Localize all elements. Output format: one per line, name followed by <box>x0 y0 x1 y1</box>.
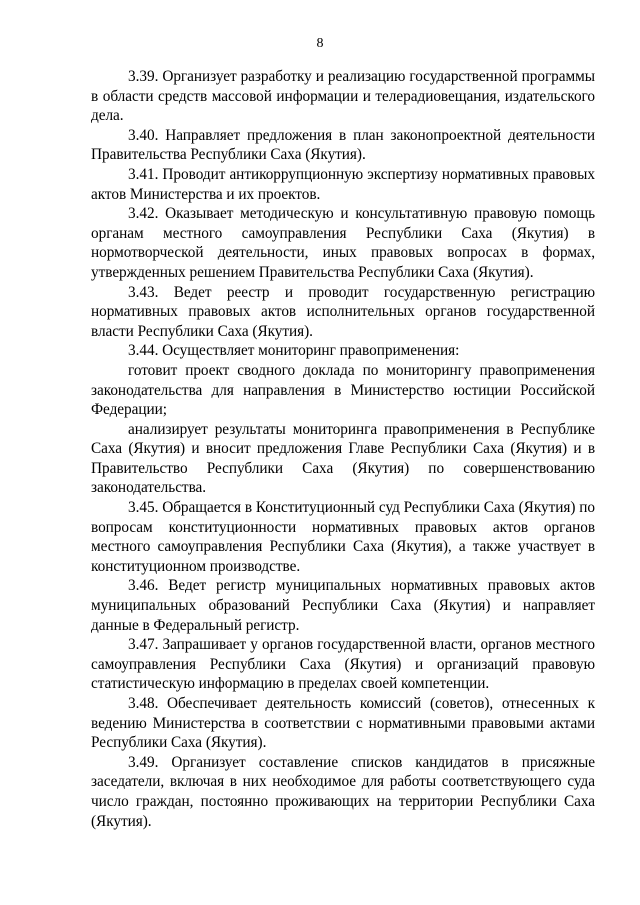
paragraph-3-39: 3.39. Организует разработку и реализацию государственной программы в области средств массовой информации и телерадиовещания, издательского дела. <box>91 68 595 125</box>
page-number: 8 <box>316 36 324 51</box>
paragraph-3-43: 3.43. Ведет реестр и проводит государственную регистрацию нормативных правовых актов исполнительных органов государственной власти Республики Саха (Якутия). <box>91 283 595 340</box>
paragraph-3-40: 3.40. Направляет предложения в план законопроектной деятельности Правительства Республики Саха (Якутия). <box>91 126 595 164</box>
paragraph-3-42: 3.42. Оказывает методическую и консультативную правовую помощь органам местного самоуправления Республики Саха (Якутия) в нормотворческой деятельности, иных правовых вопросах в формах, утвержденных решением Правительства Республики Саха (Якутия). <box>91 205 595 281</box>
paragraph-3-44-item-2: анализирует результаты мониторинга правоприменения в Республике Саха (Якутия) и вносит предложения Главе Республики Саха (Якутия) и в Правительство Республики Саха (Якутия) по совершенствованию законодательства. <box>91 420 595 497</box>
paragraph-3-48: 3.48. Обеспечивает деятельность комиссий (советов), отнесенных к ведению Министерства в соответствии с нормативными правовыми актами Республики Саха (Якутия). <box>91 695 595 752</box>
document-body <box>91 67 595 831</box>
paragraph-3-49: 3.49. Организует составление списков кандидатов в присяжные заседатели, включая в них необходимое для работы соответствующего суда число граждан, постоянно проживающих на территории Республики Саха (Якутия). <box>91 753 595 830</box>
paragraph-3-47: 3.47. Запрашивает у органов государственной власти, органов местного самоуправления Республики Саха (Якутия) и организаций правовую статистическую информацию в пределах своей компетенции. <box>91 636 595 693</box>
paragraph-3-44: 3.44. Осуществляет мониторинг правоприменения: <box>128 342 460 360</box>
paragraph-3-44-item-1: готовит проект сводного доклада по мониторингу правоприменения законодательства для направления в Министерство юстиции Российской Федерации; <box>91 361 595 419</box>
paragraph-3-46: 3.46. Ведет регистр муниципальных нормативных правовых актов муниципальных образований Республики Саха (Якутия) и направляет данные в Федеральный регистр. <box>91 577 595 634</box>
paragraph-3-41: 3.41. Проводит антикоррупционную экспертизу нормативных правовых актов Министерства и их проектов. <box>91 165 595 203</box>
paragraph-3-45: 3.45. Обращается в Конституционный суд Республики Саха (Якутия) по вопросам конституционности нормативных правовых актов органов местного самоуправления Республики Саха (Якутия), а также участвует в конституционном производстве. <box>91 499 595 575</box>
